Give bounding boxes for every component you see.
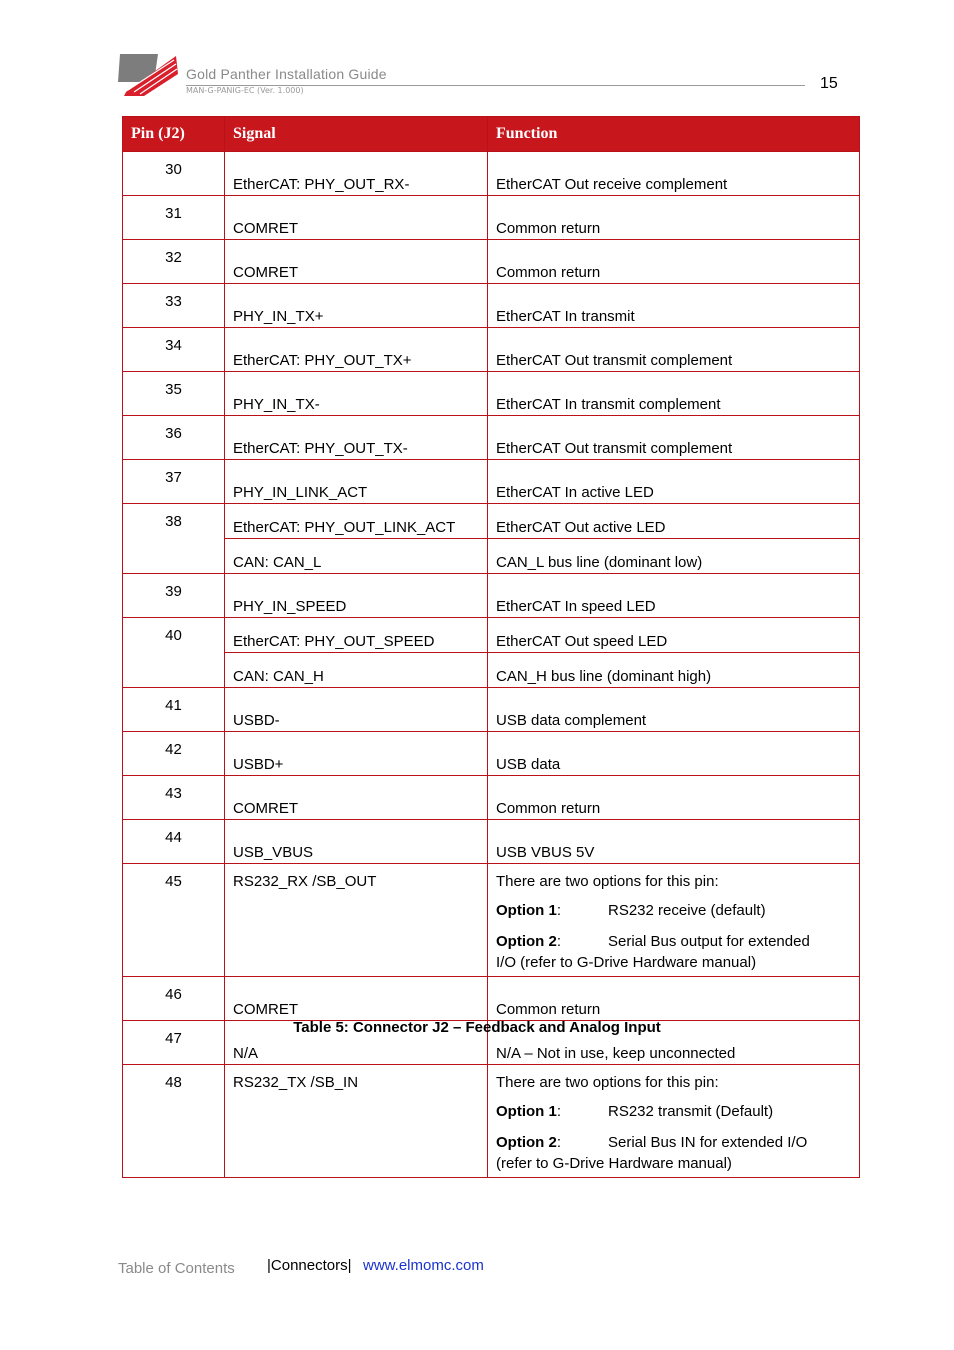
table-row <box>123 732 860 776</box>
function-cell: EtherCAT In transmit <box>488 284 860 328</box>
table-row <box>123 977 860 1021</box>
option-label: Option 2 <box>496 1134 557 1151</box>
function-cell: USB data <box>488 732 860 776</box>
function-cell: Common return <box>488 776 860 820</box>
pin-cell: 48 <box>123 1065 225 1178</box>
pin-cell: 37 <box>123 460 225 504</box>
signal-cell: EtherCAT: PHY_OUT_RX- <box>225 152 488 196</box>
pin-cell: 31 <box>123 196 225 240</box>
option-text: RS232 receive (default) <box>608 902 766 919</box>
signal-cell: PHY_IN_LINK_ACT <box>225 460 488 504</box>
function-cell: CAN_L bus line (dominant low) <box>488 539 860 574</box>
pin-cell: 33 <box>123 284 225 328</box>
pin-cell: 38 <box>123 504 225 574</box>
table-row <box>123 864 860 977</box>
pin-cell: 42 <box>123 732 225 776</box>
table-row <box>123 240 860 284</box>
signal-cell: USB_VBUS <box>225 820 488 864</box>
col-header-signal: Signal <box>225 117 488 152</box>
option-text: Serial Bus IN for extended I/O <box>608 1134 808 1151</box>
function-cell: EtherCAT Out transmit complement <box>488 416 860 460</box>
signal-cell: COMRET <box>225 776 488 820</box>
pin-cell: 46 <box>123 977 225 1021</box>
option-text-continued: I/O (refer to G-Drive Hardware manual) <box>496 954 757 971</box>
table-row <box>123 284 860 328</box>
signal-cell: N/A <box>225 1021 488 1065</box>
table-row <box>123 539 860 574</box>
signal-cell: RS232_RX /SB_OUT <box>225 864 488 977</box>
header-doc-code: MAN-G-PANIG-EC (Ver. 1.000) <box>186 86 304 95</box>
option-label: Option 1 <box>496 902 557 919</box>
function-cell <box>488 864 860 977</box>
pin-cell: 44 <box>123 820 225 864</box>
signal-cell: EtherCAT: PHY_OUT_TX+ <box>225 328 488 372</box>
table-row <box>123 653 860 688</box>
signal-cell: EtherCAT: PHY_OUT_LINK_ACT <box>225 504 488 539</box>
function-cell: Common return <box>488 977 860 1021</box>
option-text: RS232 transmit (Default) <box>608 1103 774 1120</box>
pin-cell: 47 <box>123 1021 225 1065</box>
function-cell <box>488 1065 860 1178</box>
option-2: Option 2: Serial Bus IN for extended I/O (refer to G-Drive Hardware manual) <box>496 1134 808 1172</box>
signal-cell: EtherCAT: PHY_OUT_SPEED <box>225 618 488 653</box>
option-2: Option 2: Serial Bus output for extended I/O (refer to G-Drive Hardware manual) <box>496 933 810 971</box>
pin-cell: 36 <box>123 416 225 460</box>
signal-cell: PHY_IN_TX- <box>225 372 488 416</box>
pin-cell: 45 <box>123 864 225 977</box>
signal-cell: COMRET <box>225 977 488 1021</box>
signal-cell: CAN: CAN_L <box>225 539 488 574</box>
pin-cell: 39 <box>123 574 225 618</box>
signal-cell: USBD- <box>225 688 488 732</box>
option-label: Option 2 <box>496 933 557 950</box>
function-cell: EtherCAT Out transmit complement <box>488 328 860 372</box>
signal-cell: CAN: CAN_H <box>225 653 488 688</box>
signal-cell: COMRET <box>225 196 488 240</box>
options-intro: There are two options for this pin: <box>496 1074 719 1091</box>
table-row <box>123 504 860 539</box>
table-row <box>123 372 860 416</box>
option-1: Option 1: RS232 receive (default) <box>496 902 766 919</box>
pin-cell: 35 <box>123 372 225 416</box>
option-1: Option 1: RS232 transmit (Default) <box>496 1103 774 1120</box>
pin-cell: 30 <box>123 152 225 196</box>
table-header-row <box>123 117 860 152</box>
table-row <box>123 688 860 732</box>
table-row <box>123 460 860 504</box>
function-cell: EtherCAT Out active LED <box>488 504 860 539</box>
table-row <box>123 328 860 372</box>
header-title: Gold Panther Installation Guide <box>186 66 387 82</box>
table-row <box>123 1065 860 1178</box>
table-row <box>123 618 860 653</box>
signal-cell: PHY_IN_TX+ <box>225 284 488 328</box>
option-label: Option 1 <box>496 1103 557 1120</box>
function-cell: USB VBUS 5V <box>488 820 860 864</box>
option-text-continued: (refer to G-Drive Hardware manual) <box>496 1155 732 1172</box>
function-cell: EtherCAT Out receive complement <box>488 152 860 196</box>
function-cell: USB data complement <box>488 688 860 732</box>
option-text: Serial Bus output for extended <box>608 933 810 950</box>
footer-website-link[interactable]: www.elmomc.com <box>363 1257 484 1274</box>
elmo-logo <box>118 54 178 96</box>
pin-cell: 41 <box>123 688 225 732</box>
function-cell: CAN_H bus line (dominant high) <box>488 653 860 688</box>
signal-cell: RS232_TX /SB_IN <box>225 1065 488 1178</box>
pin-cell: 32 <box>123 240 225 284</box>
options-intro: There are two options for this pin: <box>496 873 719 890</box>
pin-cell: 34 <box>123 328 225 372</box>
function-cell: N/A – Not in use, keep unconnected <box>488 1021 860 1065</box>
signal-cell: EtherCAT: PHY_OUT_TX- <box>225 416 488 460</box>
footer-section-label: |Connectors| <box>267 1257 352 1274</box>
function-cell: Common return <box>488 196 860 240</box>
table-row <box>123 574 860 618</box>
signal-cell: PHY_IN_SPEED <box>225 574 488 618</box>
table-caption: Table 5: Connector J2 – Feedback and Analog Input <box>293 1019 661 1036</box>
pin-cell: 40 <box>123 618 225 688</box>
col-header-function: Function <box>488 117 860 152</box>
col-header-pin: Pin (J2) <box>123 117 225 152</box>
table-row <box>123 820 860 864</box>
signal-cell: COMRET <box>225 240 488 284</box>
pin-cell: 43 <box>123 776 225 820</box>
table-row <box>123 776 860 820</box>
table-row <box>123 152 860 196</box>
signal-cell: USBD+ <box>225 732 488 776</box>
table-row <box>123 196 860 240</box>
function-cell: EtherCAT In speed LED <box>488 574 860 618</box>
function-cell: EtherCAT Out speed LED <box>488 618 860 653</box>
footer-table-of-contents-link[interactable]: Table of Contents <box>118 1260 235 1277</box>
table-row <box>123 416 860 460</box>
function-cell: EtherCAT In transmit complement <box>488 372 860 416</box>
function-cell: Common return <box>488 240 860 284</box>
page-number: 15 <box>820 75 838 92</box>
function-cell: EtherCAT In active LED <box>488 460 860 504</box>
